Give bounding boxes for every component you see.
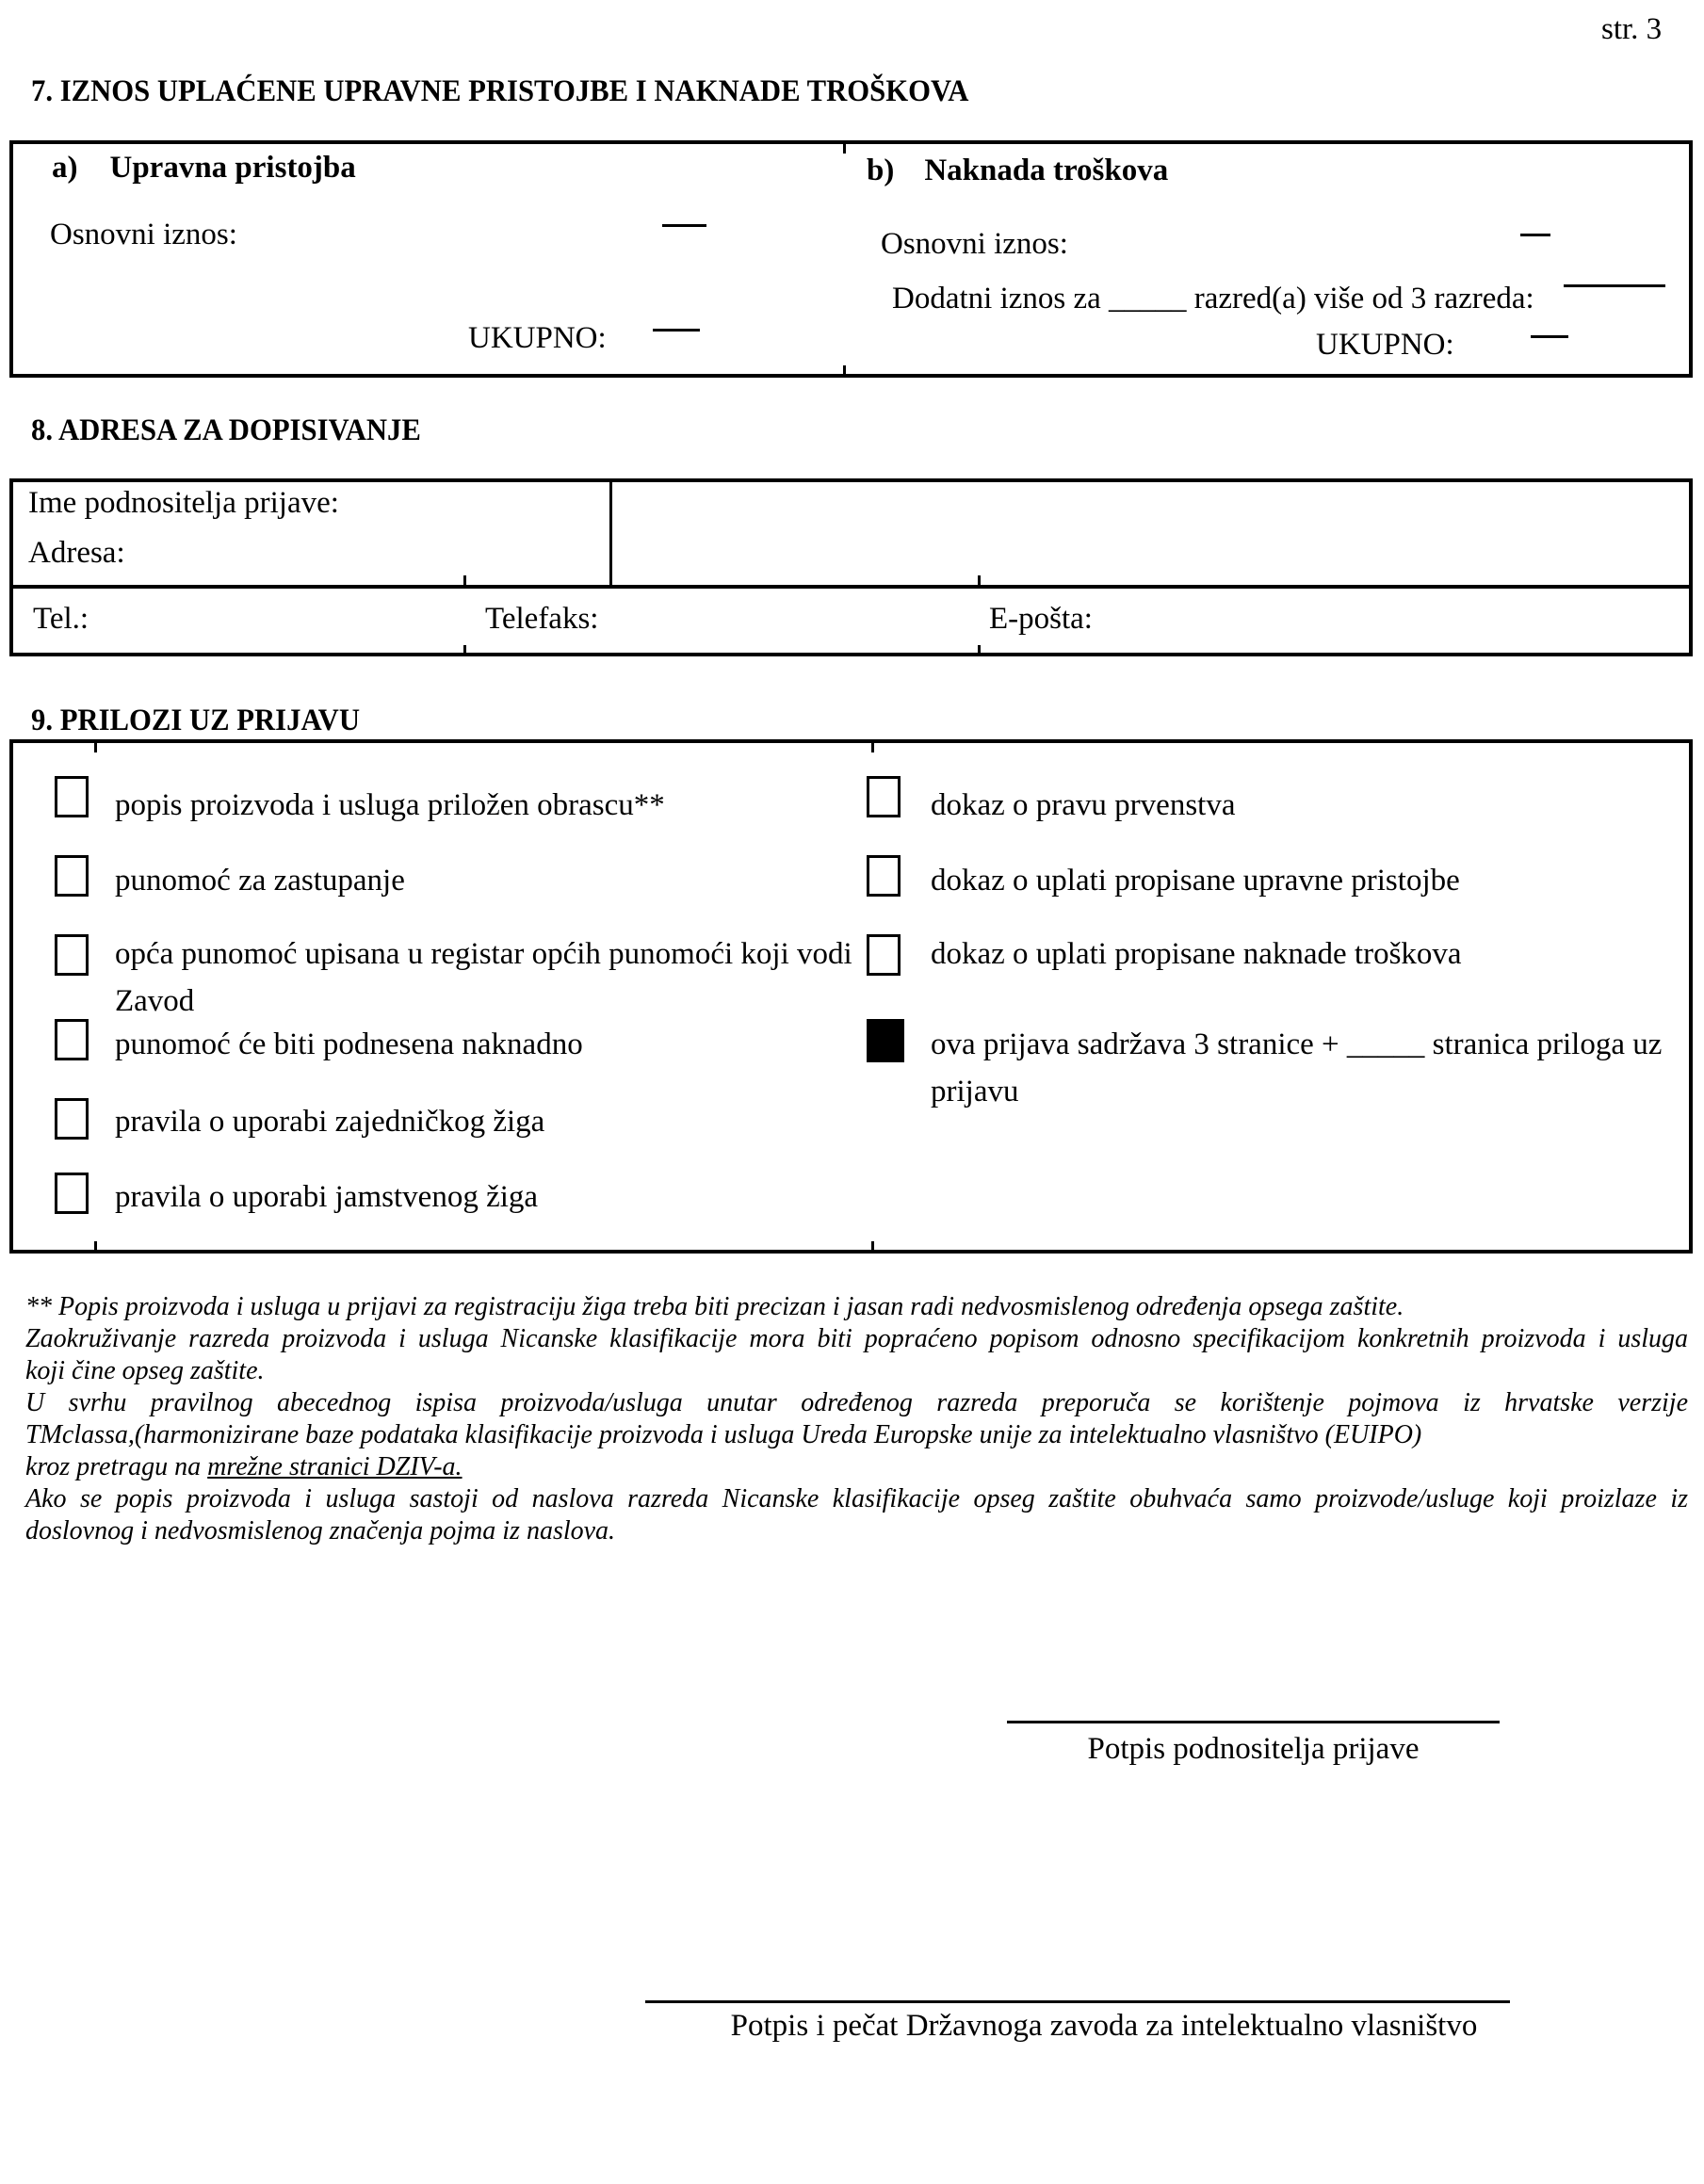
applicant-name-field[interactable] xyxy=(617,482,1689,581)
address-label: Adresa: xyxy=(28,536,125,570)
border-tick xyxy=(843,144,846,154)
checkbox-popis-proizvoda[interactable] xyxy=(55,776,89,817)
checkbox-label: dokaz o uplati propisane naknade troškova xyxy=(931,937,1462,971)
fee-a-base-blank[interactable] xyxy=(662,224,706,227)
fee-a-title xyxy=(52,150,356,186)
footnote-line xyxy=(25,1451,1688,1483)
fee-a-title-text: Upravna pristojba xyxy=(109,151,356,185)
checkbox-dokaz-prvenstva[interactable] xyxy=(867,776,901,817)
footnote-line: U svrhu pravilnog abecednog ispisa proizvoda/usluga unutar određenog razreda preporuča se korištenje pojmova iz hrvatske verzije xyxy=(25,1388,1688,1417)
office-signature-label: Potpis i pečat Državnoga zavoda za intelektualno vlasništvo xyxy=(730,2009,1478,2043)
checkbox-label: pravila o uporabi zajedničkog žiga xyxy=(115,1105,545,1139)
fee-a-total-label: UKUPNO: xyxy=(468,321,607,355)
footnote-line: Zaokruživanje razreda proizvoda i usluga Nicanske klasifikacije mora biti popraćeno popisom odnosno specifikacijom konkretnih proizvoda i usluga xyxy=(25,1324,1688,1353)
fee-a-total-blank[interactable] xyxy=(653,329,700,332)
footnote-line: Ako se popis proizvoda i usluga sastoji od naslova razreda Nicanske klasifikacije opseg zaštite obuhvaća samo proizvode/usluge koji proizlaze iz xyxy=(25,1484,1688,1513)
footnote-line: ** Popis proizvoda i usluga u prijavi za registraciju žiga treba biti precizan i jasan radi nedvosmislenog određenja opsega zaštite. xyxy=(25,1292,1404,1321)
applicant-signature-line[interactable] xyxy=(1007,1721,1500,1723)
phone-label: Tel.: xyxy=(33,602,89,636)
fee-b-title-text: Naknada troškova xyxy=(924,154,1169,187)
checkbox-label: ova prijava sadržava 3 stranice + _____ stranica priloga uz prijavu xyxy=(931,1027,1663,1108)
border-tick xyxy=(978,645,981,655)
fee-b-base-label: Osnovni iznos: xyxy=(881,227,1068,261)
checkbox-label: punomoć za zastupanje xyxy=(115,864,405,898)
fee-b-title xyxy=(867,153,1168,189)
checkbox-label: dokaz o uplati propisane upravne pristojbe xyxy=(931,864,1460,898)
checkbox-opca-punomoc[interactable] xyxy=(55,934,89,976)
checkbox-punomoc-naknadno[interactable] xyxy=(55,1019,89,1060)
checkbox-label: dokaz o pravu prvenstva xyxy=(931,788,1236,822)
checkbox-label: opća punomoć upisana u registar općih punomoći koji vodi Zavod xyxy=(115,937,852,1018)
checkbox-punomoc-zastupanje[interactable] xyxy=(55,855,89,897)
border-tick xyxy=(463,575,466,585)
row-divider xyxy=(9,585,1693,589)
footnote-line: TMclassa,(harmonizirane baze podataka klasifikacije proizvoda i usluga Ureda Europske unije za intelektualno vlasništvo (EUIPO) xyxy=(25,1420,1422,1449)
fee-a-prefix: a) xyxy=(52,151,78,185)
fax-label: Telefaks: xyxy=(485,602,599,636)
section9-heading: 9. PRILOZI UZ PRIJAVU xyxy=(31,704,361,737)
fee-b-total-blank[interactable] xyxy=(1531,335,1568,338)
checkbox-pravila-zajednickog-ziga[interactable] xyxy=(55,1098,89,1140)
applicant-signature-label: Potpis podnositelja prijave xyxy=(1087,1732,1420,1766)
checkbox-label: popis proizvoda i usluga priložen obrascu** xyxy=(115,788,665,822)
email-label: E-pošta: xyxy=(989,602,1093,636)
checkbox-dokaz-pristojbe[interactable] xyxy=(867,855,901,897)
section8-heading: 8. ADRESA ZA DOPISIVANJE xyxy=(31,413,421,447)
checkbox-pravila-jamstvenog-ziga[interactable] xyxy=(55,1173,89,1214)
fee-b-additional-blank[interactable] xyxy=(1564,284,1665,287)
border-tick xyxy=(463,645,466,655)
fee-b-prefix: b) xyxy=(867,154,895,187)
section7-heading: 7. IZNOS UPLAĆENE UPRAVNE PRISTOJBE I NAKNADE TROŠKOVA xyxy=(31,74,969,108)
checkbox-broj-stranica[interactable] xyxy=(867,1019,904,1062)
border-tick xyxy=(94,1241,97,1251)
dziv-website-link[interactable]: mrežne stranici DZIV-a. xyxy=(207,1452,463,1481)
cell-divider xyxy=(609,482,612,585)
checkbox-label: punomoć će biti podnesena naknadno xyxy=(115,1027,583,1061)
checkbox-dokaz-naknade[interactable] xyxy=(867,934,901,976)
fee-b-total-label: UKUPNO: xyxy=(1316,328,1454,362)
footnote-line: doslovnog i nedvosmislenog značenja pojma iz naslova. xyxy=(25,1516,616,1545)
page-number: str. 3 xyxy=(1601,12,1663,46)
border-tick xyxy=(94,743,97,752)
border-tick xyxy=(871,743,874,752)
checkbox-label: pravila o uporabi jamstvenog žiga xyxy=(115,1180,539,1214)
fee-b-base-blank[interactable] xyxy=(1520,234,1550,236)
footnote-line: koji čine opseg zaštite. xyxy=(25,1356,265,1385)
fee-a-base-label: Osnovni iznos: xyxy=(50,218,237,251)
footnote-text: kroz pretragu na xyxy=(25,1452,208,1481)
office-signature-line[interactable] xyxy=(645,2000,1510,2003)
border-tick xyxy=(843,365,846,375)
applicant-name-label: Ime podnositelja prijave: xyxy=(28,486,339,520)
fee-b-additional-label: Dodatni iznos za _____ razred(a) više od 3 razreda: xyxy=(892,282,1534,315)
border-tick xyxy=(871,1241,874,1251)
